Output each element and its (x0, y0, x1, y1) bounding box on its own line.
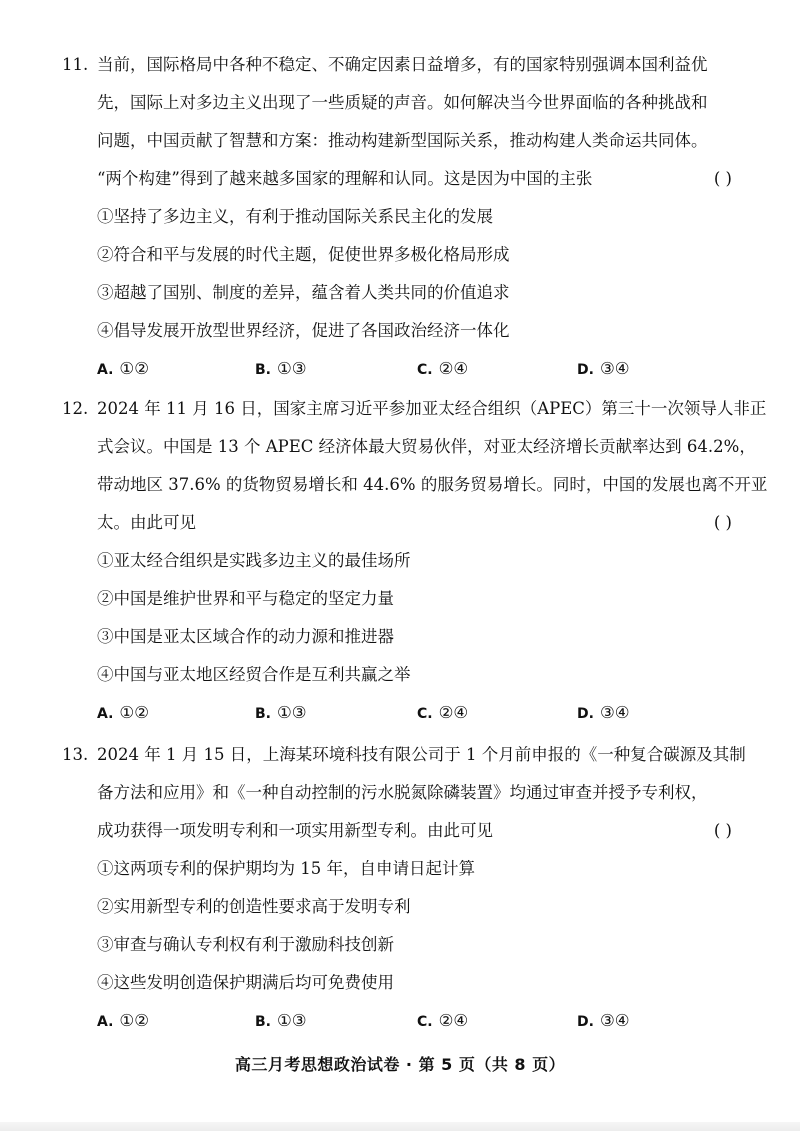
option-d[interactable]: D. ③④ (577, 1011, 630, 1030)
statement-2: ②符合和平与发展的时代主题，促使世界多极化格局形成 (97, 245, 510, 264)
statement-4: ④倡导发展开放型世界经济，促进了各国政治经济一体化 (97, 321, 510, 340)
question-stem-line (62, 160, 732, 198)
bleed-through-strip (0, 1122, 800, 1131)
option-d[interactable]: D. ③④ (577, 703, 630, 722)
answer-options (62, 1002, 732, 1040)
answer-options (62, 694, 732, 732)
stem-text: 成功获得一项发明专利和一项实用新型专利。由此可见 (97, 821, 493, 840)
option-c[interactable]: C. ②④ (417, 1011, 469, 1030)
stem-text: 先，国际上对多边主义出现了一些质疑的声音。如何解决当今世界面临的各种挑战和 (97, 93, 708, 112)
statement-3: ③中国是亚太区域合作的动力源和推进器 (97, 627, 394, 646)
statement-3: ③超越了国别、制度的差异，蕴含着人类共同的价值追求 (97, 283, 510, 302)
answer-bracket: ( ) (713, 821, 732, 840)
option-d[interactable]: D. ③④ (577, 359, 630, 378)
stem-text: 2024 年 1 月 15 日，上海某环境科技有限公司于 1 个月前申报的《一种复合碳源及其制 (97, 745, 746, 764)
option-a[interactable]: A. ①② (97, 359, 150, 378)
question-number: 11. (62, 55, 89, 74)
answer-bracket: ( ) (713, 513, 732, 532)
stem-text: 当前，国际格局中各种不稳定、不确定因素日益增多，有的国家特别强调本国利益优 (97, 55, 708, 74)
option-c[interactable]: C. ②④ (417, 359, 469, 378)
statement-4: ④这些发明创造保护期满后均可免费使用 (97, 973, 394, 992)
question-11 (62, 46, 732, 388)
option-c[interactable]: C. ②④ (417, 703, 469, 722)
stem-text: 2024 年 11 月 16 日，国家主席习近平参加亚太经合组织（APEC）第三十一次领导人非正 (97, 399, 767, 418)
question-stem-line (62, 736, 746, 774)
question-stem-line (62, 390, 767, 428)
question-stem-line (62, 812, 732, 850)
stem-text: 式会议。中国是 13 个 APEC 经济体最大贸易伙伴，对亚太经济增长贡献率达到 64.2%， (97, 437, 756, 456)
option-a[interactable]: A. ①② (97, 1011, 150, 1030)
answer-bracket: ( ) (713, 169, 732, 188)
page-footer: 高三月考思想政治试卷 · 第 5 页（共 8 页） (234, 1055, 566, 1074)
stem-text: 备方法和应用》和《一种自动控制的污水脱氮除磷装置》均通过审查并授予专利权， (97, 783, 708, 802)
statement-1: ①这两项专利的保护期均为 15 年，自申请日起计算 (97, 859, 475, 878)
stem-text: 太。由此可见 (97, 513, 196, 532)
statement-1: ①坚持了多边主义，有利于推动国际关系民主化的发展 (97, 207, 493, 226)
statement-4: ④中国与亚太地区经贸合作是互利共赢之举 (97, 665, 411, 684)
option-a[interactable]: A. ①② (97, 703, 150, 722)
question-stem-line (62, 504, 732, 542)
question-12 (62, 390, 768, 732)
option-b[interactable]: B. ①③ (255, 359, 307, 378)
stem-text: 问题，中国贡献了智慧和方案：推动构建新型国际关系，推动构建人类命运共同体。 (97, 131, 708, 150)
option-b[interactable]: B. ①③ (255, 1011, 307, 1030)
question-stem-line (62, 46, 732, 84)
stem-text: “两个构建”得到了越来越多国家的理解和认同。这是因为中国的主张 (97, 169, 593, 188)
question-number: 12. (62, 399, 89, 418)
answer-options (62, 350, 732, 388)
stem-text: 带动地区 37.6% 的货物贸易增长和 44.6% 的服务贸易增长。同时，中国的发展也离不开亚 (97, 475, 768, 494)
statement-3: ③审查与确认专利权有利于激励科技创新 (97, 935, 394, 954)
statement-2: ②中国是维护世界和平与稳定的坚定力量 (97, 589, 394, 608)
question-13 (62, 736, 746, 1040)
question-number: 13. (62, 745, 89, 764)
statement-2: ②实用新型专利的创造性要求高于发明专利 (97, 897, 411, 916)
option-b[interactable]: B. ①③ (255, 703, 307, 722)
statement-1: ①亚太经合组织是实践多边主义的最佳场所 (97, 551, 411, 570)
